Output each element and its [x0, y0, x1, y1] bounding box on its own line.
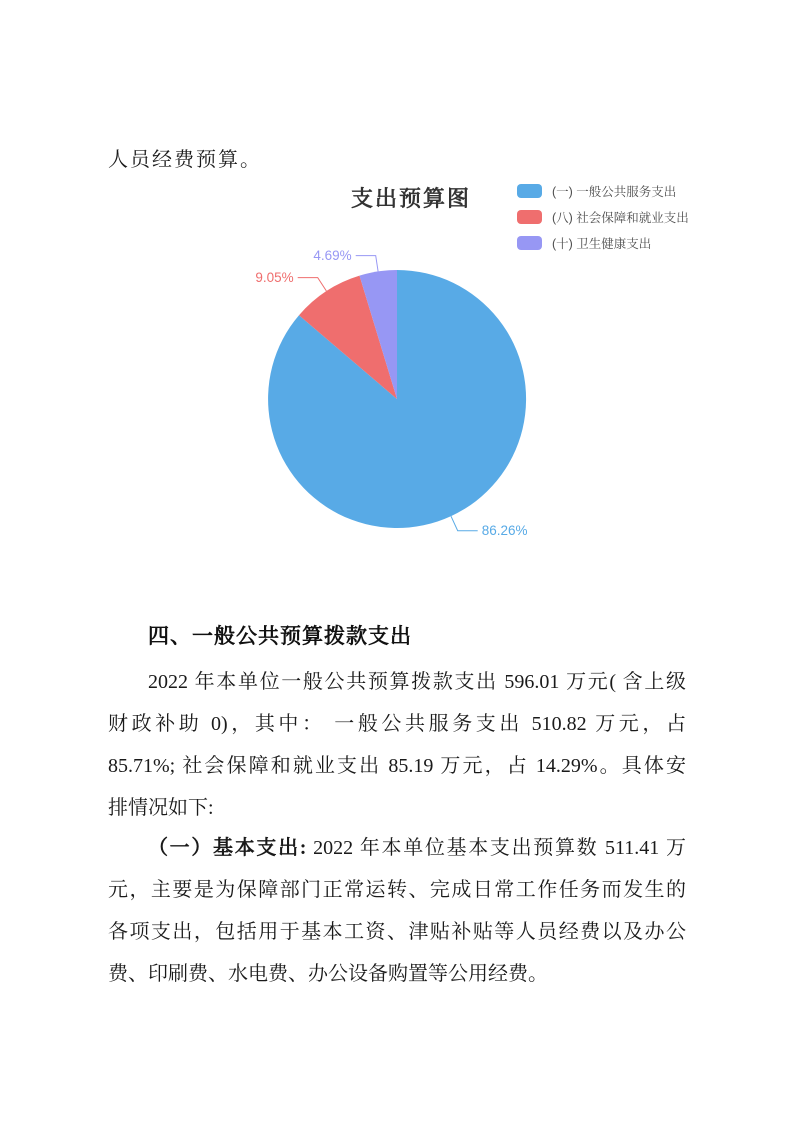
text-line: 2022 年本单位一般公共预算拨款支出 596.01 万元( 含上级 — [148, 671, 686, 693]
legend-item-2 — [517, 210, 689, 224]
legend-label: (十) 卫生健康支出 — [552, 237, 652, 251]
pie-label: 9.05% — [255, 270, 294, 286]
pie-label-line — [451, 516, 478, 531]
section-heading: 四、一般公共预算拨款支出 — [148, 625, 412, 648]
basic-expenditure-label: （一）基本支出: — [148, 837, 307, 859]
paragraph-basic-expenditure — [108, 827, 686, 995]
text-span: 2022 年本单位基本支出预算数 511.41 万 — [306, 837, 686, 859]
text-line: 各项支出，包括用于基本工资、津贴补贴等人员经费以及办公 — [108, 921, 686, 943]
pie-chart — [150, 230, 650, 560]
legend-swatch-icon — [517, 210, 542, 224]
chart-title: 支出预算图 — [351, 186, 472, 211]
intro-text: 人员经费预算。 — [108, 149, 262, 171]
legend-label: (八) 社会保障和就业支出 — [552, 211, 689, 225]
legend-label: (一) 一般公共服务支出 — [552, 185, 677, 199]
legend-swatch-icon — [517, 184, 542, 198]
text-line: 财政补助 0)，其中： 一般公共服务支出 510.82 万元，占 — [108, 713, 686, 735]
pie-label-line — [298, 278, 327, 291]
text-line: 费、印刷费、水电费、办公设备购置等公用经费。 — [108, 963, 548, 985]
text-line: 85.71%; 社会保障和就业支出 85.19 万元，占 14.29%。具体安 — [108, 755, 686, 777]
pie-label-line — [356, 256, 378, 272]
text-line — [108, 827, 686, 869]
paragraph-budget-summary — [108, 661, 686, 829]
legend-item-1 — [517, 184, 689, 198]
pie-label: 86.26% — [481, 523, 528, 539]
pie-label: 4.69% — [313, 248, 352, 264]
text-line: 元，主要是为保障部门正常运转、完成日常工作任务而发生的 — [108, 879, 686, 901]
text-line: 排情况如下: — [108, 797, 214, 819]
